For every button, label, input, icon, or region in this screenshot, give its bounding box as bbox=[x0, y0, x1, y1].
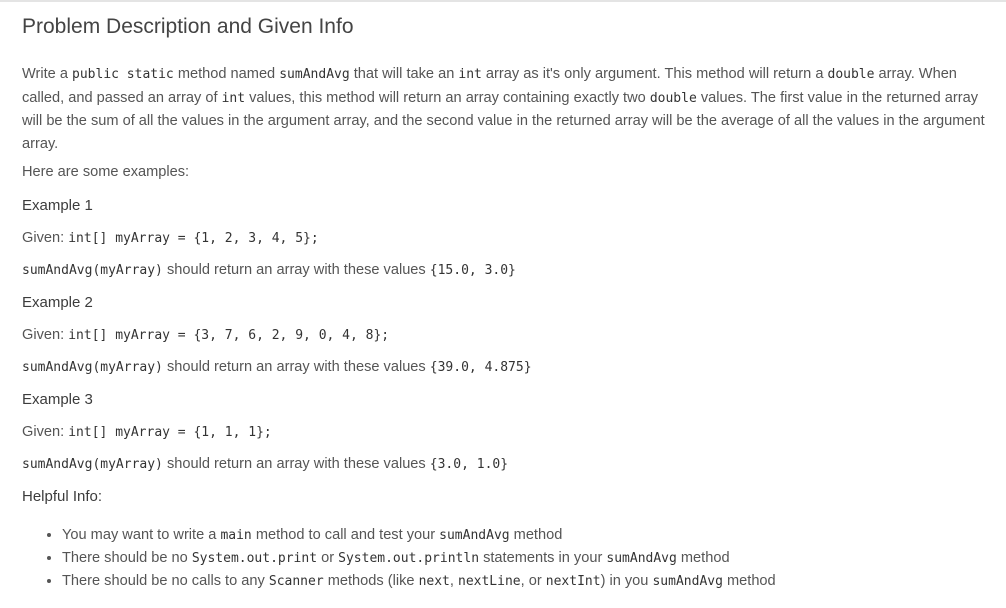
desc-code: int bbox=[458, 67, 482, 82]
page-title: Problem Description and Given Info bbox=[22, 15, 354, 38]
desc-code: int bbox=[221, 90, 246, 106]
helpful-item bbox=[62, 524, 962, 547]
should-text: should return an array with these values bbox=[162, 359, 430, 375]
given-code: int[] myArray = {3, 7, 6, 2, 9, 0, 4, 8}; bbox=[68, 328, 390, 343]
should-text: should return an array with these values bbox=[162, 456, 430, 472]
desc-text: method named bbox=[173, 66, 280, 82]
helpful-info-list bbox=[40, 524, 962, 593]
example-1-heading: Example 1 bbox=[22, 197, 93, 214]
desc-code: double bbox=[827, 67, 875, 82]
help-text: methods (like bbox=[323, 573, 419, 589]
help-text: method to call and test your bbox=[251, 527, 440, 543]
example-2-given bbox=[22, 327, 389, 343]
call-code: sumAndAvg(myArray) bbox=[22, 360, 163, 375]
desc-code: double bbox=[649, 90, 697, 106]
help-text: , bbox=[449, 573, 458, 589]
should-text: should return an array with these values bbox=[162, 262, 430, 278]
helpful-item bbox=[62, 547, 962, 570]
given-label: Given: bbox=[22, 327, 69, 343]
desc-text: array as it's only argument. This method will return a bbox=[481, 66, 828, 82]
desc-code: public static bbox=[72, 67, 174, 82]
example-3-heading: Example 3 bbox=[22, 391, 93, 408]
help-text: There should be no bbox=[62, 550, 192, 566]
help-code: sumAndAvg bbox=[652, 574, 723, 589]
help-code: sumAndAvg bbox=[439, 528, 510, 543]
example-2-heading: Example 2 bbox=[22, 294, 93, 311]
result-code: {15.0, 3.0} bbox=[429, 263, 516, 278]
help-text: method bbox=[509, 527, 563, 543]
help-text: or bbox=[317, 550, 339, 566]
desc-text: values, this method will return an array containing exactly two bbox=[245, 89, 650, 106]
given-code: int[] myArray = {1, 1, 1}; bbox=[68, 425, 272, 440]
desc-code: sumAndAvg bbox=[279, 67, 350, 82]
example-2-result bbox=[22, 359, 532, 375]
desc-text: array. When called, and passed an array of bbox=[22, 66, 957, 106]
help-text: method bbox=[676, 550, 730, 566]
help-text: statements in your bbox=[479, 550, 607, 566]
given-label: Given: bbox=[22, 230, 69, 246]
help-code: nextInt bbox=[545, 574, 601, 589]
example-1-given bbox=[22, 230, 319, 246]
result-code: {39.0, 4.875} bbox=[429, 360, 532, 375]
problem-description bbox=[22, 63, 997, 155]
help-code: System.out.println bbox=[338, 551, 480, 566]
help-text: There should be no calls to any bbox=[62, 573, 269, 589]
help-code: sumAndAvg bbox=[606, 551, 677, 566]
helpful-info-heading: Helpful Info: bbox=[22, 488, 103, 505]
help-text: , or bbox=[520, 573, 546, 589]
help-text: ) in you bbox=[600, 573, 653, 589]
desc-text: values. The first value in the returned array will be the sum of all the values in the argument array, and the second value in the returned array will be the average of all the values in the argument array. bbox=[22, 89, 985, 152]
help-code: nextLine bbox=[458, 574, 521, 589]
example-3-result bbox=[22, 456, 508, 472]
call-code: sumAndAvg(myArray) bbox=[22, 263, 163, 278]
desc-text: that will take an bbox=[349, 66, 459, 82]
help-text: method bbox=[722, 573, 776, 589]
call-code: sumAndAvg(myArray) bbox=[22, 457, 163, 472]
help-code: System.out.print bbox=[191, 551, 318, 566]
help-code: next bbox=[418, 574, 450, 589]
example-3-given bbox=[22, 424, 272, 440]
desc-text: Write a bbox=[22, 66, 73, 82]
top-divider bbox=[0, 0, 1006, 2]
helpful-item bbox=[62, 570, 962, 593]
result-code: {3.0, 1.0} bbox=[429, 457, 509, 472]
given-label: Given: bbox=[22, 424, 69, 440]
help-code: Scanner bbox=[268, 574, 324, 589]
example-1-result bbox=[22, 262, 516, 278]
given-code: int[] myArray = {1, 2, 3, 4, 5}; bbox=[68, 231, 319, 246]
examples-intro: Here are some examples: bbox=[22, 164, 190, 180]
help-text: You may want to write a bbox=[62, 527, 221, 543]
help-code: main bbox=[220, 528, 252, 543]
